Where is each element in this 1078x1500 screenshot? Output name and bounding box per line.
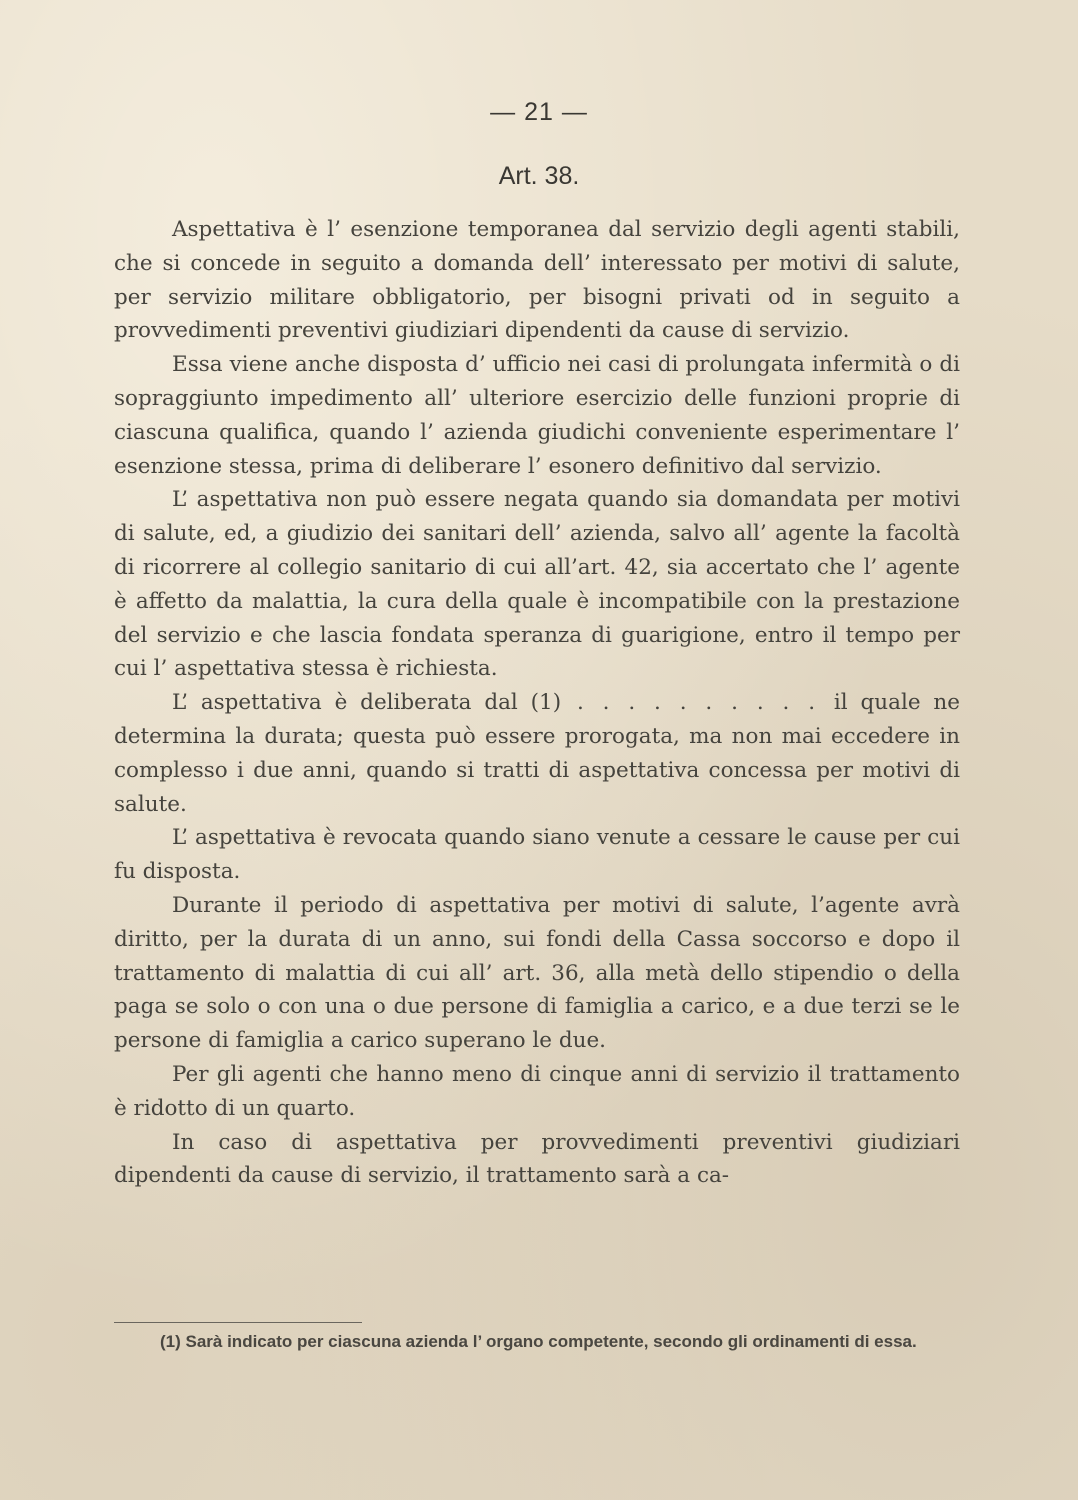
paragraph-text: L’ aspettativa è deliberata dal (1) [172,690,562,716]
article-title: Art. 38. [498,162,580,190]
paragraph: L’ aspettativa non può essere negata quando sia domandata per motivi di salute, ed, a giudizio dei sanitari dell’ azienda, salvo all’ agente la facoltà di ricorrere al collegio sanitario di cui all’art. 42, sia accertato che l’ agente è affetto da malattia, la cura della quale è incompatibile con la prestazione del servizio e che lascia fondata speranza di guarigione, entro il tempo per cui l’ aspettativa stessa è richiesta. [114,487,960,682]
paragraph-with-blank [114,686,960,821]
page-number: — 21 — [490,98,588,126]
paragraph: L’ aspettativa è revocata quando siano venute a cessare le cause per cui fu disposta. [114,825,960,885]
paragraph: Per gli agenti che hanno meno di cinque anni di servizio il trattamento è ridotto di un quarto. [114,1061,960,1121]
paragraph-text: il quale ne determina la durata; questa può essere prorogata, ma non mai eccedere in complesso i due anni, quando si tratti di aspettativa concessa per motivi di salute. [114,690,960,817]
dotted-leader-blank: . . . . . . . . . . [561,690,834,716]
footnote-separator [114,1322,362,1323]
paragraph: Aspettativa è l’ esenzione temporanea dal servizio degli agenti stabili, che si concede in seguito a domanda dell’ interessato per motivi di salute, per servizio militare obbligatorio, per bisogni privati od in seguito a provvedimenti preventivi giudiziari dipendenti da cause di servizio. [114,217,960,344]
paragraph: In caso di aspettativa per provvedimenti preventivi giudiziari dipendenti da cause di servizio, il trattamento sarà a ca- [114,1129,960,1189]
footnote: (1) Sarà indicato per ciascuna azienda l’ organo competente, secondo gli ordinamenti di essa. [160,1332,917,1351]
paragraph: Essa viene anche disposta d’ ufficio nei casi di prolungata infermità o di sopraggiunto impedimento all’ ulteriore esercizio delle funzioni proprie di ciascuna qualifica, quando l’ azienda giudichi conveniente esperimentare l’ esenzione stessa, prima di deliberare l’ esonero definitivo dal servizio. [114,352,960,479]
paragraph: Durante il periodo di aspettativa per motivi di salute, l’agente avrà diritto, per la durata di un anno, sui fondi della Cassa soccorso e dopo il trattamento di malattia di cui all’ art. 36, alla metà dello stipendio o della paga se solo o con una o due persone di famiglia a carico, e a due terzi se le persone di famiglia a carico superano le due. [114,892,960,1054]
article-body [114,213,960,1193]
